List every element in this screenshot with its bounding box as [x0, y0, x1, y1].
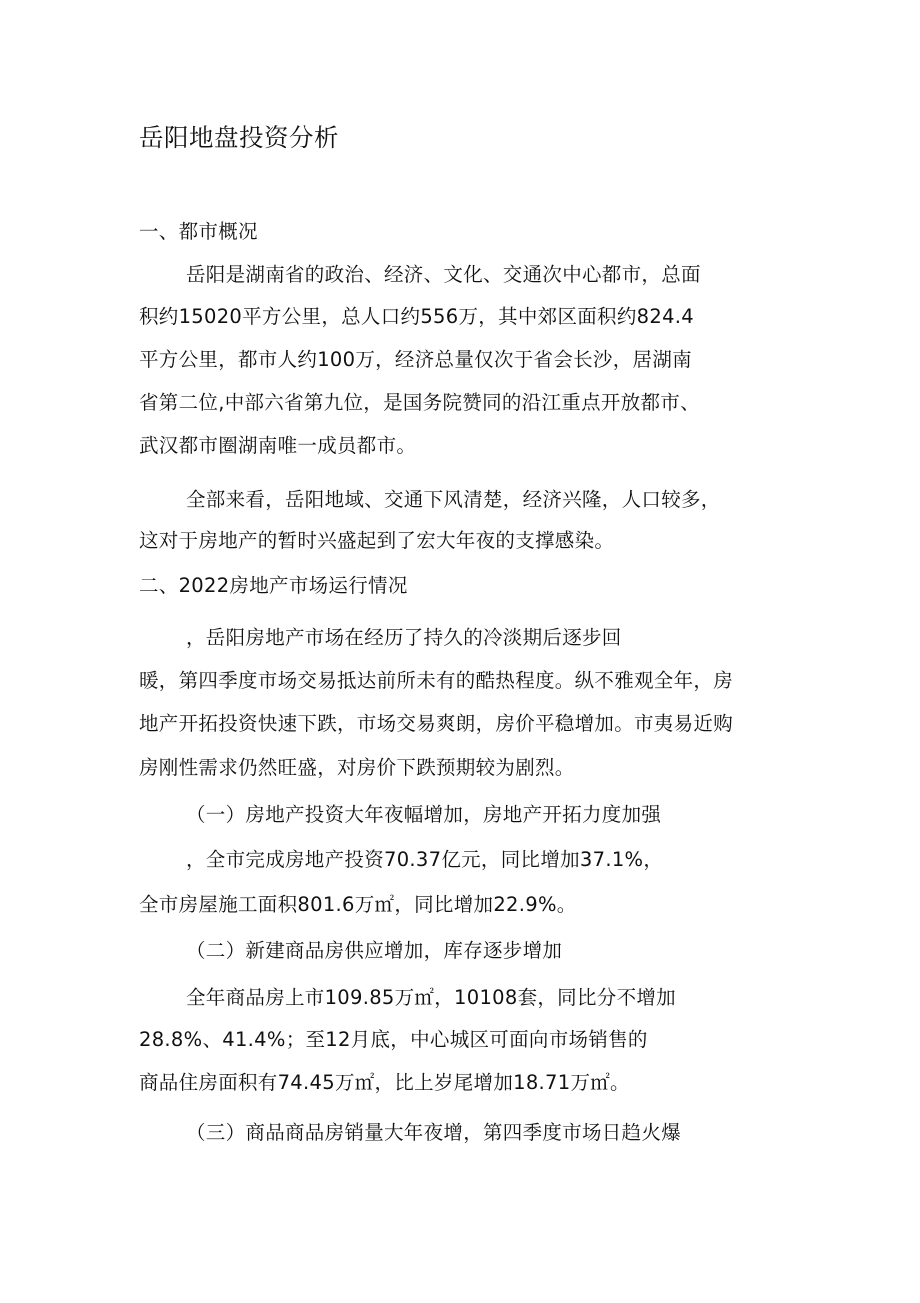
text-line: 平方公里，都市人约100万，经济总量仅次于省会长沙，居湖南: [139, 348, 692, 371]
text-line: 全年商品房上市109.85万㎡，10108套，同比分不增加: [186, 986, 676, 1009]
text-line: 商品住房面积有74.45万㎡，比上岁尾增加18.71万㎡。: [139, 1071, 630, 1094]
text-line: ，全市完成房地产投资70.37亿元，同比增加37.1%，: [186, 848, 664, 871]
document-title: 岳阳地盘投资分析: [139, 123, 339, 152]
text-line: （一）房地产投资大年夜幅增加，房地产开拓力度加强: [186, 803, 662, 826]
text-line: （二）新建商品房供应增加，库存逐步增加: [186, 939, 563, 962]
text-line: 武汉都市圈湖南唯一成员都市。: [139, 434, 417, 457]
text-line: 28.8%、41.4%；至12月底，中心城区可面向市场销售的: [139, 1028, 648, 1051]
text-line: 省第二位,中部六省第九位，是国务院赞同的沿江重点开放都市、: [139, 391, 700, 414]
text-line: 这对于房地产的暂时兴盛起到了宏大年夜的支撑感染。: [139, 529, 615, 552]
text-line: 岳阳是湖南省的政治、经济、文化、交通次中心都市，总面: [186, 263, 701, 286]
text-line: 二、2022房地产市场运行情况: [139, 574, 408, 597]
text-line: 地产开拓投资快速下跌，市场交易爽朗，房价平稳增加。市夷易近购: [139, 712, 734, 735]
text-line: 一、都市概况: [139, 220, 258, 243]
text-line: 全市房屋施工面积801.6万㎡，同比增加22.9%。: [139, 893, 577, 916]
text-line: （三）商品商品房销量大年夜增，第四季度市场日趋火爆: [186, 1121, 682, 1144]
text-line: 房刚性需求仍然旺盛，对房价下跌预期较为剧烈。: [139, 756, 575, 779]
text-line: 积约15020平方公里，总人口约556万，其中郊区面积约824.4: [139, 305, 694, 328]
text-line: 暖，第四季度市场交易抵达前所未有的酷热程度。纵不雅观全年，房: [139, 669, 734, 692]
text-line: 全部来看，岳阳地域、交通下风清楚，经济兴隆，人口较多，: [186, 488, 721, 511]
text-line: ，岳阳房地产市场在经历了持久的冷淡期后逐步回: [186, 626, 622, 649]
